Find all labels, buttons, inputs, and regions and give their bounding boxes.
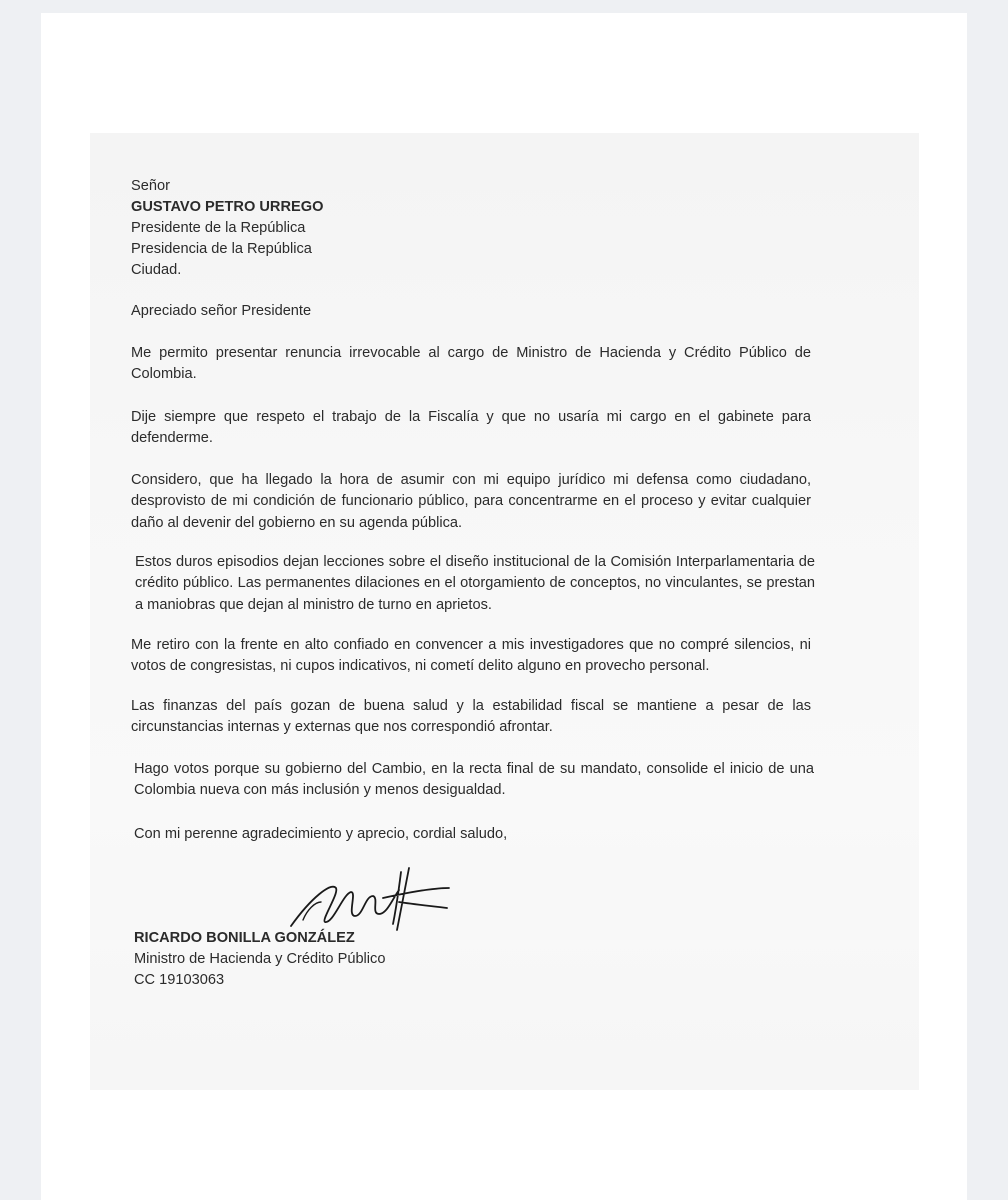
handwritten-signature (281, 858, 451, 938)
paragraph-retirement: Me retiro con la frente en alto confiado en convencer a mis investigadores que no compré silencios, ni votos de congresistas, ni cupos indicativos, ni cometí delito alguno en provecho personal. (131, 637, 811, 675)
paragraph-defense: Considero, que ha llegado la hora de asumir con mi equipo jurídico mi defensa como ciudadano, desprovisto de mi condición de funcionario público, para concentrarme en el proceso y evitar cualquier daño al devenir del gobierno en su agenda pública. (131, 472, 811, 531)
paragraph-wishes: Hago votos porque su gobierno del Cambio, en la recta final de su mandato, consolide el inicio de una Colombia nueva con más inclusión y menos desigualdad. (134, 761, 814, 799)
signer-id: CC 19103063 (134, 972, 225, 988)
addressee-title: Presidente de la República (131, 220, 306, 236)
signer-block (134, 928, 385, 991)
signer-name: RICARDO BONILLA GONZÁLEZ (134, 930, 355, 946)
salutation: Apreciado señor Presidente (131, 303, 312, 319)
document-page (41, 13, 967, 1200)
addressee-block (131, 176, 323, 281)
paragraph-resignation: Me permito presentar renuncia irrevocable al cargo de Ministro de Hacienda y Crédito Público de Colombia. (131, 345, 811, 383)
addressee-office: Presidencia de la República (131, 241, 312, 257)
signer-position: Ministro de Hacienda y Crédito Público (134, 951, 386, 967)
addressee-city: Ciudad. (131, 262, 182, 278)
paragraph-fiscalia: Dije siempre que respeto el trabajo de la Fiscalía y que no usaría mi cargo en el gabinete para defenderme. (131, 409, 811, 447)
addressee-name: GUSTAVO PETRO URREGO (131, 199, 324, 215)
paragraph-lessons: Estos duros episodios dejan lecciones sobre el diseño institucional de la Comisión Interparlamentaria de crédito público. Las permanentes dilaciones en el otorgamiento de conceptos, no vinculantes, se prestan a maniobras que dejan al ministro de turno en aprietos. (135, 554, 815, 613)
addressee-greeting: Señor (131, 178, 170, 194)
closing: Con mi perenne agradecimiento y aprecio, cordial saludo, (134, 826, 508, 842)
paragraph-finances: Las finanzas del país gozan de buena salud y la estabilidad fiscal se mantiene a pesar de las circunstancias internas y externas que nos correspondió afrontar. (131, 698, 811, 736)
